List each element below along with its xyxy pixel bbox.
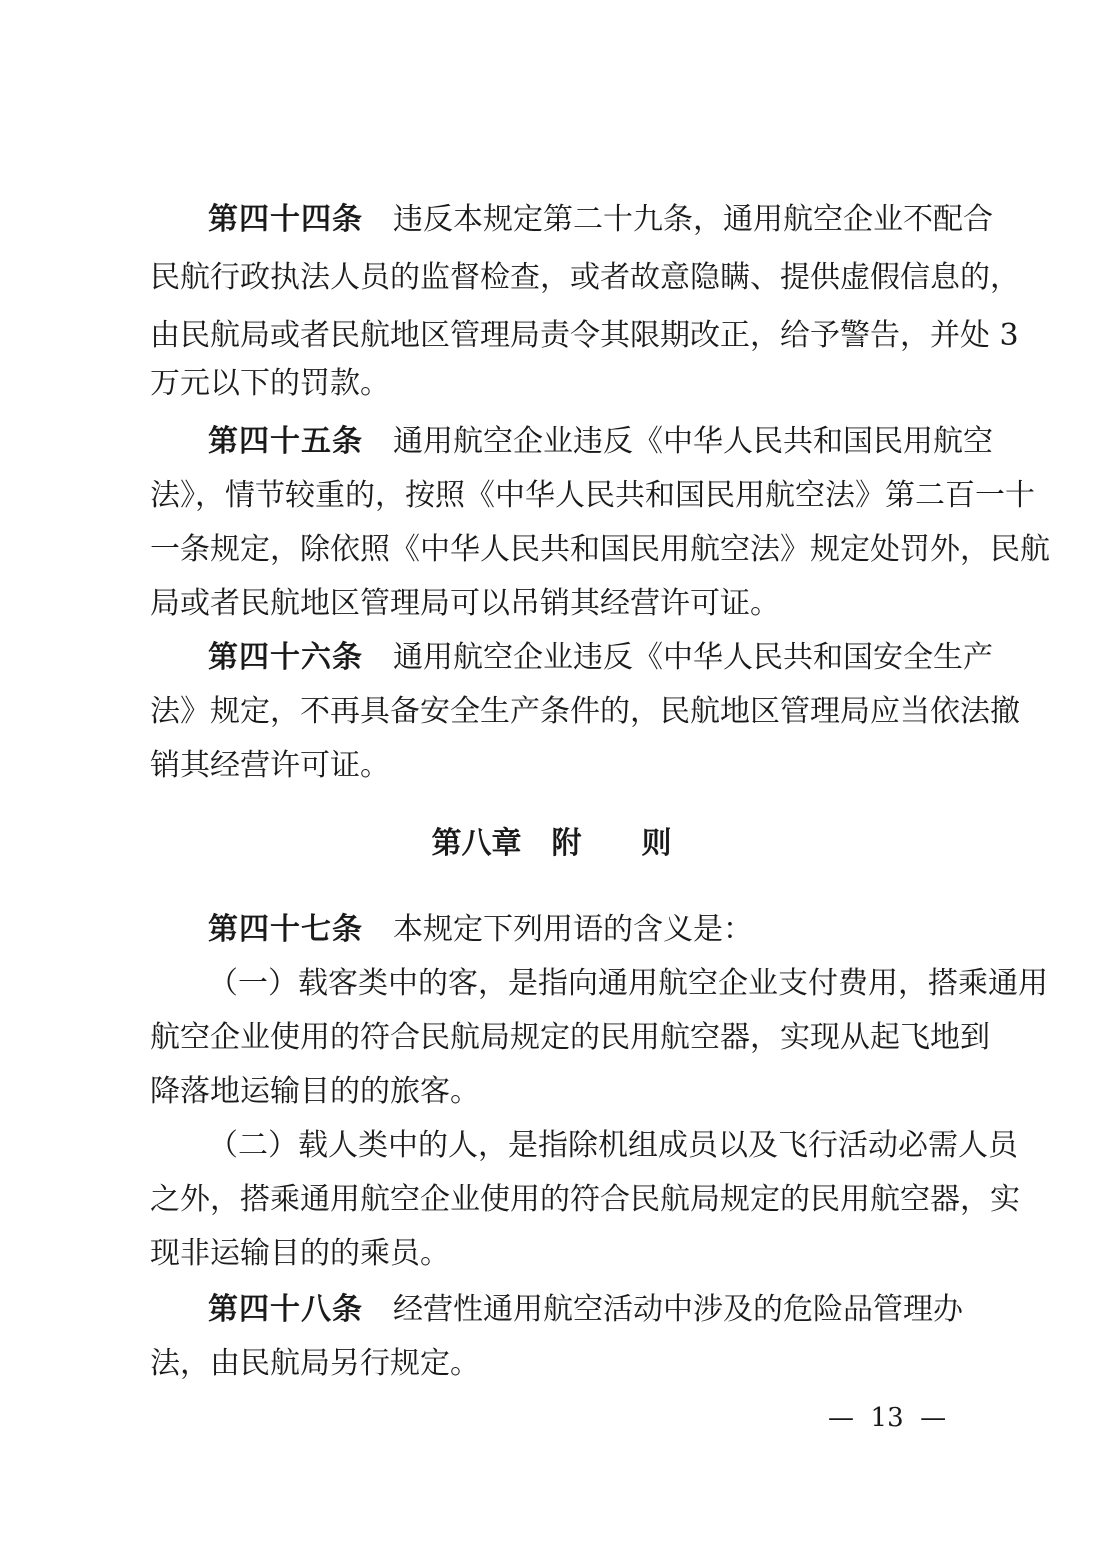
paragraph-line: 局或者民航地区管理局可以吊销其经营许可证。 xyxy=(150,586,780,621)
paragraph-text: 本规定下列用语的含义是： xyxy=(393,912,753,947)
paragraph-line: 航空企业使用的符合民航局规定的民用航空器，实现从起飞地到 xyxy=(150,1020,990,1055)
paragraph-line xyxy=(208,636,993,680)
paragraph-line: 现非运输目的的乘员。 xyxy=(150,1236,450,1271)
page-number: — 13 — xyxy=(828,1403,947,1433)
article-label: 第四十四条 xyxy=(208,202,363,237)
article-label: 第四十五条 xyxy=(208,424,363,459)
paragraph-line: 民航行政执法人员的监督检查，或者故意隐瞒、提供虚假信息的， xyxy=(150,260,1020,295)
paragraph-text: 经营性通用航空活动中涉及的危险品管理办 xyxy=(393,1292,963,1327)
paragraph-line xyxy=(208,198,993,242)
paragraph-line: （二）载人类中的人，是指除机组成员以及飞行活动必需人员 xyxy=(208,1128,1018,1163)
paragraph-line: 法》，情节较重的，按照《中华人民共和国民用航空法》第二百一十 xyxy=(150,478,1035,513)
paragraph-line: 之外，搭乘通用航空企业使用的符合民航局规定的民用航空器，实 xyxy=(150,1182,1020,1217)
paragraph-line: （一）载客类中的客，是指向通用航空企业支付费用，搭乘通用 xyxy=(208,966,1048,1001)
paragraph-line: 法》规定，不再具备安全生产条件的，民航地区管理局应当依法撤 xyxy=(150,694,1020,729)
paragraph-line xyxy=(208,1288,962,1332)
paragraph-line: 一条规定，除依照《中华人民共和国民用航空法》规定处罚外，民航 xyxy=(150,532,1050,567)
paragraph-line xyxy=(208,908,962,952)
article-label: 第四十八条 xyxy=(208,1292,363,1327)
paragraph-line xyxy=(208,420,993,464)
paragraph-text: 通用航空企业违反《中华人民共和国民用航空 xyxy=(393,424,993,459)
paragraph-line: 法，由民航局另行规定。 xyxy=(150,1346,480,1381)
paragraph-line: 万元以下的罚款。 xyxy=(150,366,390,401)
paragraph-text: 违反本规定第二十九条，通用航空企业不配合 xyxy=(393,202,993,237)
chapter-heading: 第八章 附 则 xyxy=(431,826,672,861)
article-label: 第四十七条 xyxy=(208,912,363,947)
paragraph-text: 通用航空企业违反《中华人民共和国安全生产 xyxy=(393,640,993,675)
article-label: 第四十六条 xyxy=(208,640,363,675)
paragraph-line: 由民航局或者民航地区管理局责令其限期改正，给予警告，并处 3 xyxy=(150,318,1019,353)
paragraph-line: 销其经营许可证。 xyxy=(150,748,390,783)
paragraph-line: 降落地运输目的的旅客。 xyxy=(150,1074,480,1109)
